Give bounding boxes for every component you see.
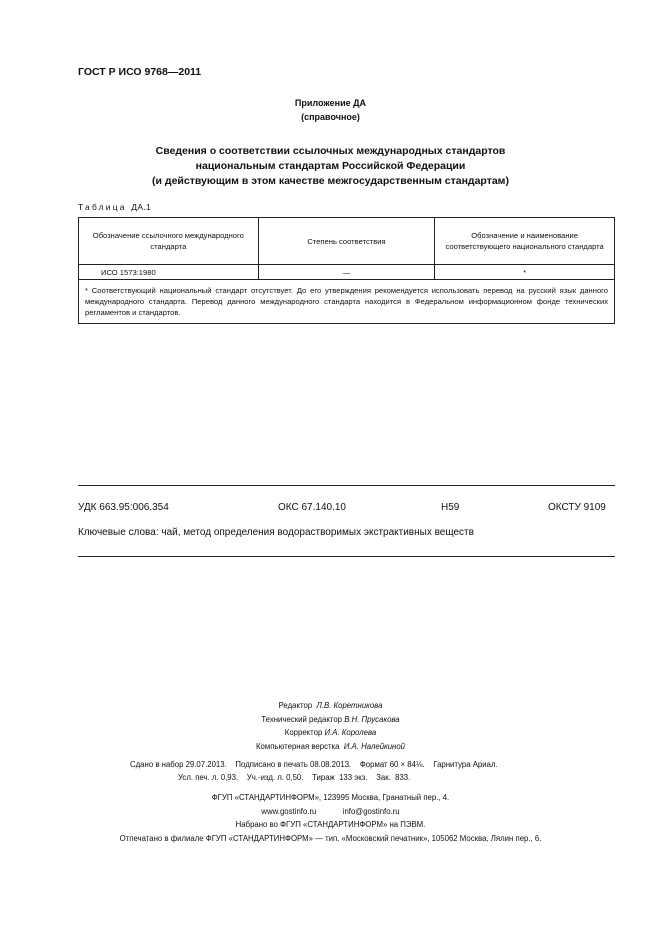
standard-code: ГОСТ Р ИСО 9768—2011 [78,66,202,78]
printed-note: Отпечатано в филиале ФГУП «СТАНДАРТИНФОРМ» — тип. «Московский печатник», 105062 Москва, Лялин пер., 6. [119,833,542,843]
table-footnote: * Соответствующий национальный стандарт отсутствует. До его утверждения рекомендуется использовать перевод на русский язык данного международного стандарта. Перевод данного международного стандарта находится в Федеральном информационном фонде технических регламентов и стандартов. [79,280,615,324]
publisher-site-link[interactable]: www.gostinfo.ru [261,806,317,816]
publisher-email-link[interactable]: info@gostinfo.ru [342,806,400,816]
editor-label: Редактор [278,701,313,710]
editor-name: Л.В. Коретникова [316,701,383,710]
cell-national: * [435,265,615,280]
column-header-degree: Степень соответствия [258,218,435,265]
tech-editor-name: В.Н. Прусакова [344,714,400,724]
print-info-line-2: Усл. печ. л. 0,93. Уч.-изд. л. 0,50. Тираж 133 экз. Зак. 833. [178,773,411,782]
proofreader-line [0,726,661,740]
layout-line [0,740,661,754]
title-line-1: Сведения о соответствии ссылочных международных стандартов [155,145,506,157]
appendix-title: Приложение ДА [294,98,367,108]
udk-code: УДК 663.95:006.354 [78,502,169,513]
proofreader-name: И.А. Королева [324,728,377,737]
okstu-code: ОКСТУ 9109 [548,502,606,513]
divider-bottom [78,556,615,557]
table-caption [78,202,151,212]
appendix-subtitle: (справочное) [301,112,360,122]
proofreader-label: Корректор [284,728,323,737]
print-info-line-1: Сдано в набор 29.07.2013. Подписано в печать 08.08.2013. Формат 60 × 84⅛. Гарнитура Ариал. [130,760,498,769]
keywords: Ключевые слова: чай, метод определения водорастворимых экстрактивных веществ [78,527,474,538]
table-caption-number: ДА.1 [131,202,152,212]
appendix-heading [0,96,661,124]
table-header-row [79,218,615,265]
oks-code: ОКС 67.140.10 [278,502,346,513]
typeset-note: Набрано во ФГУП «СТАНДАРТИНФОРМ» на ПЭВМ. [235,820,426,829]
group-code: Н59 [441,502,460,513]
credits-block [0,699,661,753]
column-header-reference: Обозначение ссылочного международного стандарта [79,218,259,265]
layout-name: И.А. Налейкиной [343,741,406,751]
tech-editor-label: Технический редактор [261,714,343,724]
title-line-3: (и действующим в этом качестве межгосударственным стандартам) [152,175,509,187]
table-caption-prefix: Таблица [78,202,127,212]
table-footnote-row [79,280,615,324]
tech-editor-line [0,713,661,727]
cell-degree: — [258,265,435,280]
divider-top [78,485,615,486]
publisher-block [0,791,661,845]
layout-label: Компьютерная верстка [255,741,340,751]
reference-table [78,217,615,324]
section-title [0,144,661,189]
editor-line [0,699,661,713]
table-row [79,265,615,280]
publisher-address: ФГУП «СТАНДАРТИНФОРМ», 123995 Москва, Гранатный пер., 4. [211,793,450,802]
cell-reference: ИСО 1573:1980 [79,265,259,280]
title-line-2: национальным стандартам Российской Федерации [195,160,466,172]
publisher-contacts [0,805,661,819]
column-header-national: Обозначение и наименование соответствующего национального стандарта [435,218,615,265]
